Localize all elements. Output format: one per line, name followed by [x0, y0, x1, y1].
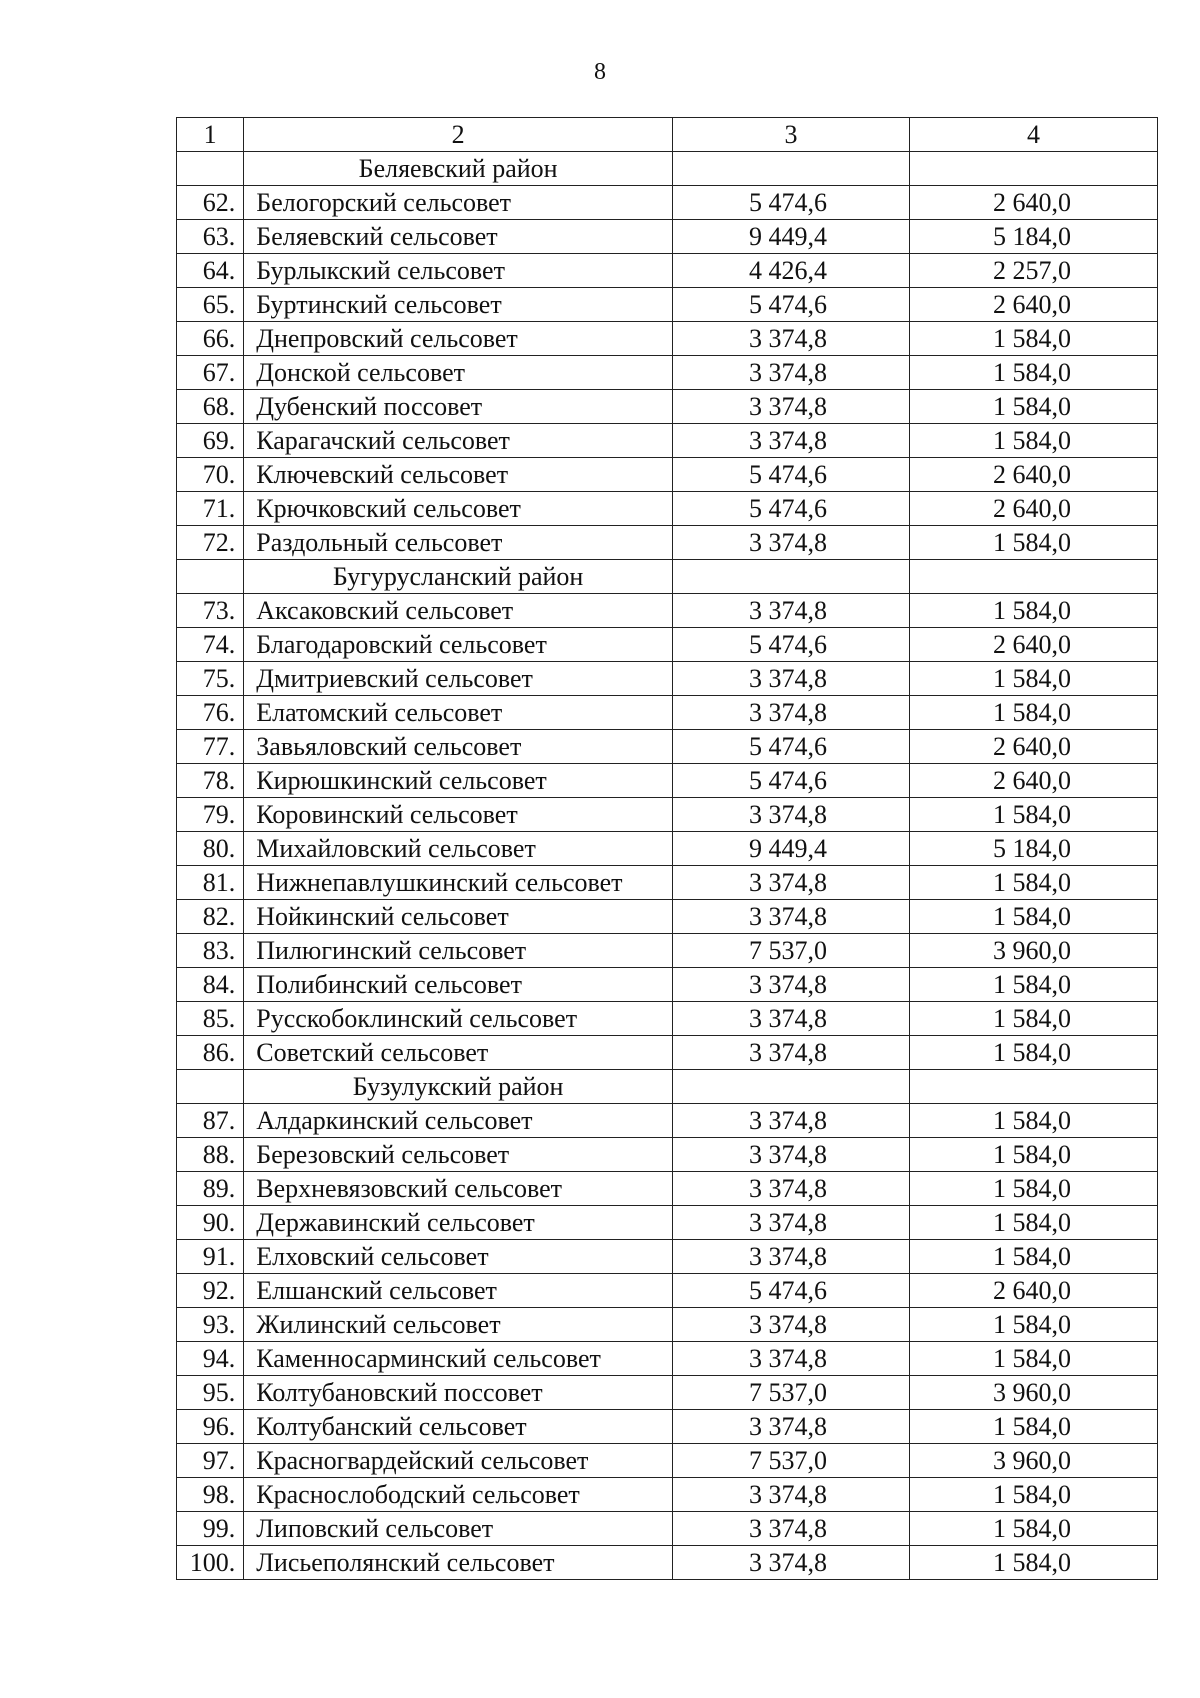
value-col3: 5 474,6 — [673, 730, 910, 764]
settlement-name: Красногвардейский сельсовет — [244, 1444, 673, 1478]
row-number: 75. — [177, 662, 244, 696]
value-col4: 1 584,0 — [909, 1342, 1157, 1376]
table-row — [177, 186, 1158, 220]
row-number: 62. — [177, 186, 244, 220]
settlement-name: Донской сельсовет — [244, 356, 673, 390]
row-number: 90. — [177, 1206, 244, 1240]
settlement-name: Елшанский сельсовет — [244, 1274, 673, 1308]
value-col4: 3 960,0 — [909, 1444, 1157, 1478]
value-col3: 3 374,8 — [673, 1206, 910, 1240]
table-row — [177, 1104, 1158, 1138]
value-col4: 5 184,0 — [909, 220, 1157, 254]
row-number: 99. — [177, 1512, 244, 1546]
row-number: 64. — [177, 254, 244, 288]
row-number: 80. — [177, 832, 244, 866]
value-col4: 2 640,0 — [909, 628, 1157, 662]
table-row — [177, 288, 1158, 322]
row-number: 72. — [177, 526, 244, 560]
value-col4: 1 584,0 — [909, 594, 1157, 628]
table-row — [177, 866, 1158, 900]
district-row — [177, 1070, 1158, 1104]
value-col3: 3 374,8 — [673, 594, 910, 628]
settlement-name: Аксаковский сельсовет — [244, 594, 673, 628]
settlement-name: Буртинский сельсовет — [244, 288, 673, 322]
row-number: 83. — [177, 934, 244, 968]
row-number: 100. — [177, 1546, 244, 1580]
allocation-table — [176, 117, 1158, 1580]
district-row — [177, 152, 1158, 186]
row-number: 71. — [177, 492, 244, 526]
settlement-name: Каменносарминский сельсовет — [244, 1342, 673, 1376]
settlement-name: Дмитриевский сельсовет — [244, 662, 673, 696]
settlement-name: Белогорский сельсовет — [244, 186, 673, 220]
district-v4-cell — [909, 152, 1157, 186]
value-col4: 1 584,0 — [909, 1138, 1157, 1172]
row-number: 79. — [177, 798, 244, 832]
value-col3: 5 474,6 — [673, 186, 910, 220]
row-number: 89. — [177, 1172, 244, 1206]
settlement-name: Ключевский сельсовет — [244, 458, 673, 492]
row-number: 74. — [177, 628, 244, 662]
value-col4: 3 960,0 — [909, 1376, 1157, 1410]
settlement-name: Краснослободский сельсовет — [244, 1478, 673, 1512]
settlement-name: Верхневязовский сельсовет — [244, 1172, 673, 1206]
value-col4: 2 640,0 — [909, 458, 1157, 492]
value-col4: 2 257,0 — [909, 254, 1157, 288]
table-row — [177, 1172, 1158, 1206]
table-row — [177, 1444, 1158, 1478]
row-number: 78. — [177, 764, 244, 798]
value-col3: 3 374,8 — [673, 1342, 910, 1376]
value-col4: 1 584,0 — [909, 424, 1157, 458]
settlement-name: Благодаровский сельсовет — [244, 628, 673, 662]
table-row — [177, 1274, 1158, 1308]
value-col3: 3 374,8 — [673, 356, 910, 390]
value-col3: 3 374,8 — [673, 1002, 910, 1036]
value-col3: 5 474,6 — [673, 288, 910, 322]
row-number: 86. — [177, 1036, 244, 1070]
table-row — [177, 1206, 1158, 1240]
value-col4: 1 584,0 — [909, 322, 1157, 356]
value-col4: 1 584,0 — [909, 526, 1157, 560]
settlement-name: Михайловский сельсовет — [244, 832, 673, 866]
district-row — [177, 560, 1158, 594]
row-number: 95. — [177, 1376, 244, 1410]
value-col3: 5 474,6 — [673, 1274, 910, 1308]
table-row — [177, 832, 1158, 866]
row-number: 63. — [177, 220, 244, 254]
table-row — [177, 254, 1158, 288]
table-row — [177, 934, 1158, 968]
value-col4: 1 584,0 — [909, 662, 1157, 696]
settlement-name: Пилюгинский сельсовет — [244, 934, 673, 968]
district-title: Беляевский район — [244, 152, 673, 186]
table-row — [177, 1240, 1158, 1274]
settlement-name: Карагачский сельсовет — [244, 424, 673, 458]
table-row — [177, 356, 1158, 390]
table-row — [177, 1512, 1158, 1546]
table-row — [177, 764, 1158, 798]
table-row — [177, 458, 1158, 492]
settlement-name: Колтубановский поссовет — [244, 1376, 673, 1410]
value-col3: 3 374,8 — [673, 1512, 910, 1546]
value-col4: 1 584,0 — [909, 1104, 1157, 1138]
district-v3-cell — [673, 152, 910, 186]
settlement-name: Бурлыкский сельсовет — [244, 254, 673, 288]
value-col3: 3 374,8 — [673, 1172, 910, 1206]
value-col4: 2 640,0 — [909, 492, 1157, 526]
row-number: 67. — [177, 356, 244, 390]
row-number: 73. — [177, 594, 244, 628]
value-col3: 3 374,8 — [673, 390, 910, 424]
settlement-name: Полибинский сельсовет — [244, 968, 673, 1002]
value-col3: 5 474,6 — [673, 628, 910, 662]
value-col3: 5 474,6 — [673, 764, 910, 798]
settlement-name: Жилинский сельсовет — [244, 1308, 673, 1342]
value-col4: 1 584,0 — [909, 1172, 1157, 1206]
row-number: 92. — [177, 1274, 244, 1308]
row-number: 87. — [177, 1104, 244, 1138]
value-col4: 1 584,0 — [909, 1512, 1157, 1546]
value-col4: 1 584,0 — [909, 1478, 1157, 1512]
header-cell-col1: 1 — [177, 118, 244, 152]
page-number: 8 — [594, 59, 606, 85]
value-col3: 9 449,4 — [673, 220, 910, 254]
settlement-name: Завьяловский сельсовет — [244, 730, 673, 764]
table-row — [177, 900, 1158, 934]
row-number: 93. — [177, 1308, 244, 1342]
value-col3: 3 374,8 — [673, 1104, 910, 1138]
settlement-name: Липовский сельсовет — [244, 1512, 673, 1546]
value-col4: 1 584,0 — [909, 1546, 1157, 1580]
settlement-name: Нойкинский сельсовет — [244, 900, 673, 934]
settlement-name: Кирюшкинский сельсовет — [244, 764, 673, 798]
settlement-name: Алдаркинский сельсовет — [244, 1104, 673, 1138]
value-col4: 1 584,0 — [909, 1002, 1157, 1036]
value-col3: 7 537,0 — [673, 1444, 910, 1478]
header-cell-col2: 2 — [244, 118, 673, 152]
value-col3: 3 374,8 — [673, 1410, 910, 1444]
value-col4: 1 584,0 — [909, 696, 1157, 730]
district-title: Бузулукский район — [244, 1070, 673, 1104]
district-v4-cell — [909, 1070, 1157, 1104]
value-col4: 5 184,0 — [909, 832, 1157, 866]
table-row — [177, 220, 1158, 254]
value-col3: 3 374,8 — [673, 424, 910, 458]
row-number: 85. — [177, 1002, 244, 1036]
settlement-name: Березовский сельсовет — [244, 1138, 673, 1172]
row-number: 70. — [177, 458, 244, 492]
table-row — [177, 1036, 1158, 1070]
table-row — [177, 594, 1158, 628]
table-body — [177, 118, 1158, 1580]
table-row — [177, 1138, 1158, 1172]
district-v3-cell — [673, 1070, 910, 1104]
row-number: 88. — [177, 1138, 244, 1172]
value-col4: 3 960,0 — [909, 934, 1157, 968]
table-row — [177, 526, 1158, 560]
table-row — [177, 322, 1158, 356]
row-number: 76. — [177, 696, 244, 730]
settlement-name: Крючковский сельсовет — [244, 492, 673, 526]
value-col4: 1 584,0 — [909, 900, 1157, 934]
row-number: 96. — [177, 1410, 244, 1444]
district-num-cell — [177, 1070, 244, 1104]
row-number: 94. — [177, 1342, 244, 1376]
table-row — [177, 1478, 1158, 1512]
value-col4: 2 640,0 — [909, 288, 1157, 322]
district-v3-cell — [673, 560, 910, 594]
settlement-name: Коровинский сельсовет — [244, 798, 673, 832]
value-col3: 3 374,8 — [673, 1308, 910, 1342]
table-row — [177, 628, 1158, 662]
row-number: 82. — [177, 900, 244, 934]
table-row — [177, 730, 1158, 764]
table-row — [177, 1410, 1158, 1444]
value-col4: 1 584,0 — [909, 968, 1157, 1002]
value-col4: 1 584,0 — [909, 1036, 1157, 1070]
table-row — [177, 492, 1158, 526]
value-col3: 4 426,4 — [673, 254, 910, 288]
value-col3: 3 374,8 — [673, 322, 910, 356]
settlement-name: Дубенский поссовет — [244, 390, 673, 424]
settlement-name: Колтубанский сельсовет — [244, 1410, 673, 1444]
settlement-name: Беляевский сельсовет — [244, 220, 673, 254]
value-col4: 1 584,0 — [909, 390, 1157, 424]
table-row — [177, 1546, 1158, 1580]
settlement-name: Днепровский сельсовет — [244, 322, 673, 356]
header-cell-col3: 3 — [673, 118, 910, 152]
value-col3: 3 374,8 — [673, 1546, 910, 1580]
table-row — [177, 662, 1158, 696]
row-number: 97. — [177, 1444, 244, 1478]
value-col3: 3 374,8 — [673, 900, 910, 934]
value-col3: 3 374,8 — [673, 866, 910, 900]
value-col3: 3 374,8 — [673, 1036, 910, 1070]
settlement-name: Русскобоклинский сельсовет — [244, 1002, 673, 1036]
value-col4: 2 640,0 — [909, 764, 1157, 798]
district-title: Бугурусланский район — [244, 560, 673, 594]
district-v4-cell — [909, 560, 1157, 594]
district-num-cell — [177, 152, 244, 186]
table-row — [177, 798, 1158, 832]
table-row — [177, 1376, 1158, 1410]
row-number: 91. — [177, 1240, 244, 1274]
value-col3: 7 537,0 — [673, 934, 910, 968]
row-number: 65. — [177, 288, 244, 322]
row-number: 69. — [177, 424, 244, 458]
value-col4: 1 584,0 — [909, 356, 1157, 390]
row-number: 81. — [177, 866, 244, 900]
table-header-row — [177, 118, 1158, 152]
row-number: 98. — [177, 1478, 244, 1512]
table-row — [177, 968, 1158, 1002]
table-row — [177, 1002, 1158, 1036]
value-col3: 3 374,8 — [673, 526, 910, 560]
value-col4: 2 640,0 — [909, 730, 1157, 764]
settlement-name: Лисьеполянский сельсовет — [244, 1546, 673, 1580]
table-row — [177, 1342, 1158, 1376]
header-cell-col4: 4 — [909, 118, 1157, 152]
value-col4: 1 584,0 — [909, 866, 1157, 900]
value-col4: 1 584,0 — [909, 1308, 1157, 1342]
value-col4: 1 584,0 — [909, 1240, 1157, 1274]
value-col3: 3 374,8 — [673, 968, 910, 1002]
value-col3: 3 374,8 — [673, 1240, 910, 1274]
settlement-name: Елховский сельсовет — [244, 1240, 673, 1274]
value-col3: 3 374,8 — [673, 662, 910, 696]
value-col3: 5 474,6 — [673, 492, 910, 526]
value-col3: 3 374,8 — [673, 696, 910, 730]
table-row — [177, 390, 1158, 424]
value-col4: 1 584,0 — [909, 798, 1157, 832]
settlement-name: Раздольный сельсовет — [244, 526, 673, 560]
value-col3: 7 537,0 — [673, 1376, 910, 1410]
row-number: 77. — [177, 730, 244, 764]
value-col4: 1 584,0 — [909, 1206, 1157, 1240]
district-num-cell — [177, 560, 244, 594]
settlement-name: Нижнепавлушкинский сельсовет — [244, 866, 673, 900]
row-number: 66. — [177, 322, 244, 356]
value-col4: 2 640,0 — [909, 186, 1157, 220]
value-col3: 3 374,8 — [673, 798, 910, 832]
settlement-name: Державинский сельсовет — [244, 1206, 673, 1240]
row-number: 84. — [177, 968, 244, 1002]
value-col4: 1 584,0 — [909, 1410, 1157, 1444]
value-col3: 3 374,8 — [673, 1478, 910, 1512]
settlement-name: Советский сельсовет — [244, 1036, 673, 1070]
value-col3: 3 374,8 — [673, 1138, 910, 1172]
value-col4: 2 640,0 — [909, 1274, 1157, 1308]
table-row — [177, 696, 1158, 730]
value-col3: 9 449,4 — [673, 832, 910, 866]
value-col3: 5 474,6 — [673, 458, 910, 492]
table-row — [177, 1308, 1158, 1342]
table-row — [177, 424, 1158, 458]
settlement-name: Елатомский сельсовет — [244, 696, 673, 730]
row-number: 68. — [177, 390, 244, 424]
